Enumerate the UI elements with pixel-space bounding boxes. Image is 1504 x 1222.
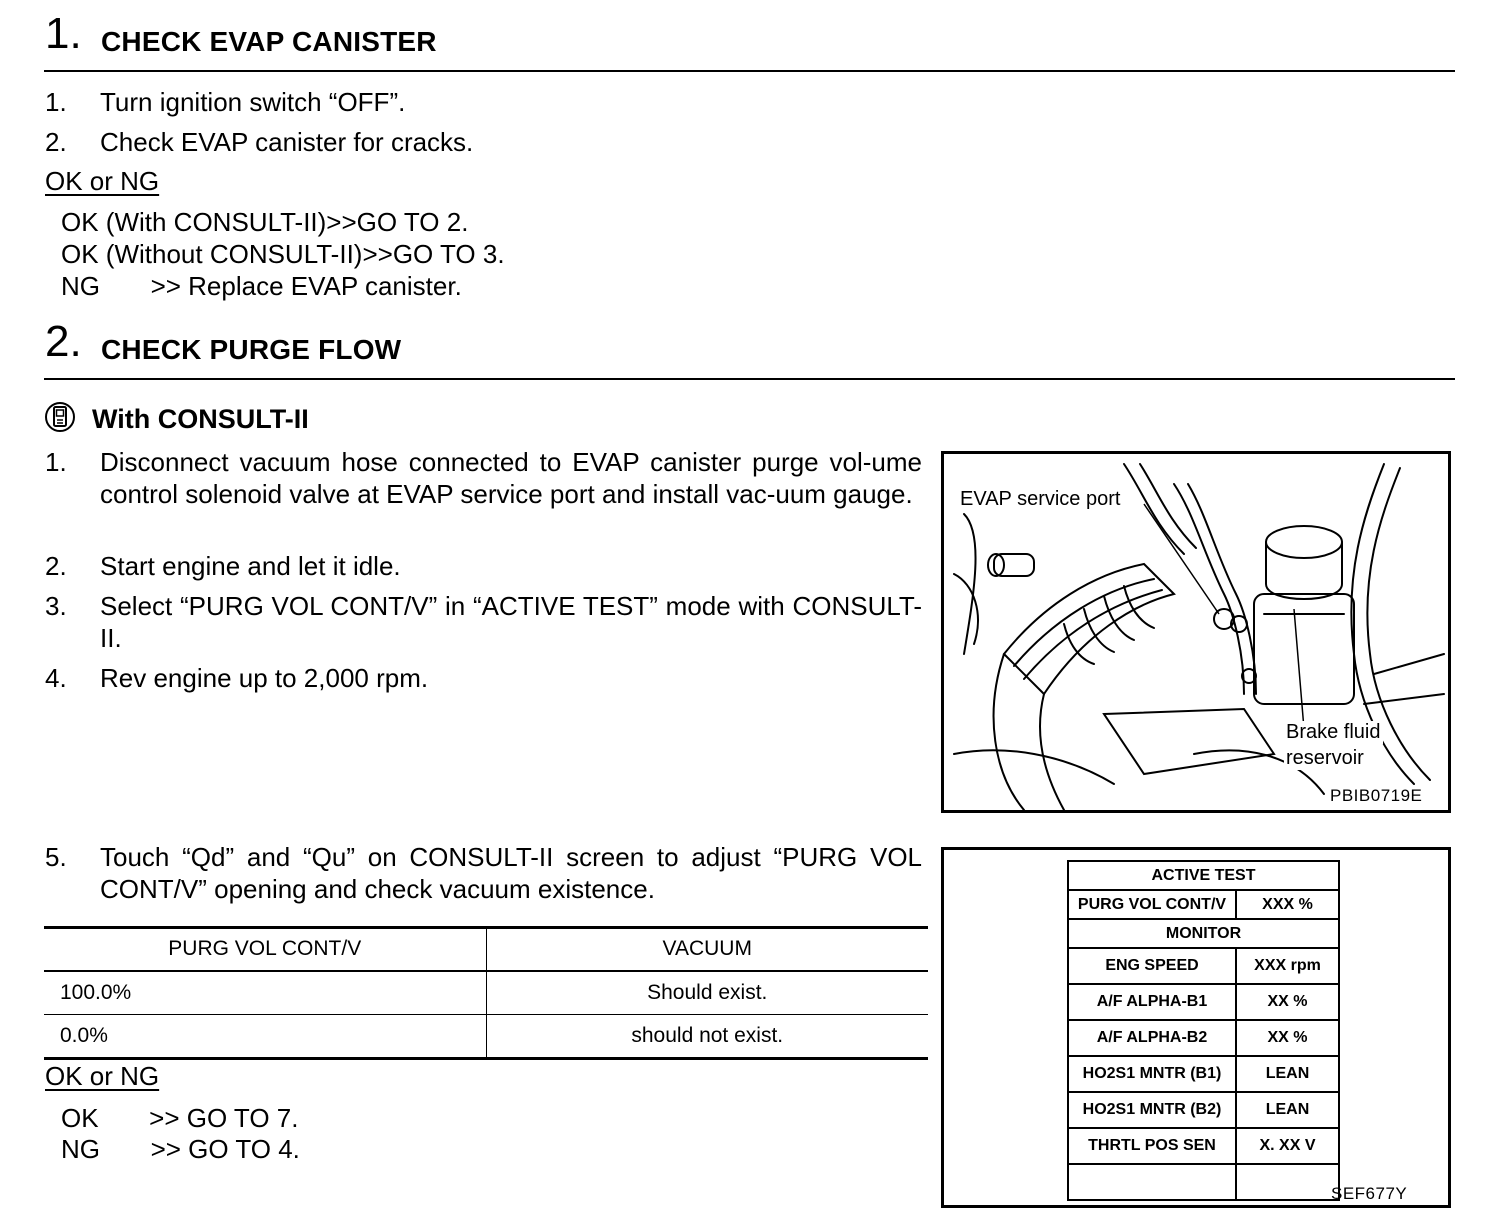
- monitor-item-label: ENG SPEED: [1068, 948, 1236, 984]
- active-test-header: ACTIVE TEST: [1068, 861, 1339, 890]
- with-consult-label: With CONSULT-II: [92, 404, 309, 434]
- table-row: [1068, 1056, 1339, 1092]
- table-row: [1068, 890, 1339, 919]
- monitor-item-value: LEAN: [1236, 1092, 1339, 1128]
- table-row: [1068, 948, 1339, 984]
- monitor-item-value: LEAN: [1236, 1056, 1339, 1092]
- step1-item1-text: Turn ignition switch “OFF”.: [100, 87, 406, 117]
- table-cell: Should exist.: [486, 971, 928, 1015]
- monitor-item-label: [1068, 1164, 1236, 1200]
- vacuum-table-header: [44, 928, 928, 971]
- step2-ok-ng-label: OK or NG: [45, 1061, 160, 1091]
- monitor-item-value: X. XX V: [1236, 1128, 1339, 1164]
- monitor-item-label: A/F ALPHA-B2: [1068, 1020, 1236, 1056]
- step2-result-2: NG >> GO TO 4.: [61, 1134, 300, 1164]
- step1-item2-text: Check EVAP canister for cracks.: [100, 127, 474, 157]
- monitor-item-label: THRTL POS SEN: [1068, 1128, 1236, 1164]
- monitor-item-value: [1236, 1164, 1339, 1200]
- step2-number: 2.: [45, 317, 82, 366]
- step2-item1-text: Disconnect vacuum hose connected to EVAP canister purge vol-ume control solenoid valve at EVAP service port and install vac-uum gauge.: [100, 447, 922, 509]
- step1-result-2: OK (Without CONSULT-II)>>GO TO 3.: [61, 239, 505, 269]
- step1-result-3: NG >> Replace EVAP canister.: [61, 271, 462, 301]
- table-row: [44, 971, 928, 1015]
- step2-item2-text: Start engine and let it idle.: [100, 551, 401, 581]
- reservoir-label: reservoir: [1286, 747, 1364, 769]
- step2-item5-num: 5.: [45, 842, 67, 872]
- table-row: [1068, 1092, 1339, 1128]
- step2-item5-text: Touch “Qd” and “Qu” on CONSULT-II screen to adjust “PURG VOL CONT/V” opening and check vacuum existence.: [100, 842, 922, 904]
- figure2-code: SEF677Y: [1331, 1184, 1408, 1203]
- monitor-item-label: A/F ALPHA-B1: [1068, 984, 1236, 1020]
- table-row: [1068, 861, 1339, 890]
- table-row: [1068, 1020, 1339, 1056]
- step2-item4-num: 4.: [45, 663, 67, 693]
- step1-result-1: OK (With CONSULT-II)>>GO TO 2.: [61, 207, 469, 237]
- monitor-item-label: HO2S1 MNTR (B2): [1068, 1092, 1236, 1128]
- monitor-item-value: XX %: [1236, 1020, 1339, 1056]
- table-cell: 100.0%: [44, 971, 486, 1015]
- step2-item3-text: Select “PURG VOL CONT/V” in “ACTIVE TEST” mode with CONSULT-II.: [100, 591, 922, 653]
- step1-ok-ng-label: OK or NG: [45, 166, 160, 196]
- purg-vol-label: PURG VOL CONT/V: [1068, 890, 1236, 919]
- evap-service-port-label: EVAP service port: [960, 488, 1121, 510]
- step1-number: 1.: [45, 9, 82, 58]
- brake-fluid-label: Brake fluid: [1286, 721, 1381, 743]
- monitor-item-value: XXX rpm: [1236, 948, 1339, 984]
- consult-tool-icon: [44, 401, 76, 433]
- step1-item1-num: 1.: [45, 87, 67, 117]
- step1-rule: [44, 70, 1455, 72]
- figure1-code: PBIB0719E: [1330, 786, 1423, 805]
- table-cell: should not exist.: [486, 1015, 928, 1059]
- step2-item4-text: Rev engine up to 2,000 rpm.: [100, 663, 429, 693]
- monitor-item-value: XX %: [1236, 984, 1339, 1020]
- purg-vol-value: XXX %: [1236, 890, 1339, 919]
- step2-item1-num: 1.: [45, 447, 67, 477]
- table-row: [1068, 1128, 1339, 1164]
- table-row: [1068, 984, 1339, 1020]
- step2-title: CHECK PURGE FLOW: [101, 334, 402, 365]
- step1-item2-num: 2.: [45, 127, 67, 157]
- table-cell: 0.0%: [44, 1015, 486, 1059]
- table-row: [44, 1015, 928, 1059]
- step2-rule: [44, 378, 1455, 380]
- engine-bay-figure: [941, 451, 1451, 813]
- consult-active-test-table: [1067, 860, 1340, 1201]
- monitor-item-label: HO2S1 MNTR (B1): [1068, 1056, 1236, 1092]
- table-row: [1068, 919, 1339, 948]
- vacuum-table-header-vacuum: VACUUM: [486, 928, 928, 971]
- step2-item2-num: 2.: [45, 551, 67, 581]
- vacuum-table: [44, 926, 928, 1060]
- monitor-header: MONITOR: [1068, 919, 1339, 948]
- step2-result-1: OK >> GO TO 7.: [61, 1103, 299, 1133]
- step1-title: CHECK EVAP CANISTER: [101, 26, 437, 57]
- table-row: [1068, 1164, 1339, 1200]
- step2-item3-num: 3.: [45, 591, 67, 621]
- vacuum-table-header-purg: PURG VOL CONT/V: [44, 928, 486, 971]
- consult-screen-figure: [941, 847, 1451, 1208]
